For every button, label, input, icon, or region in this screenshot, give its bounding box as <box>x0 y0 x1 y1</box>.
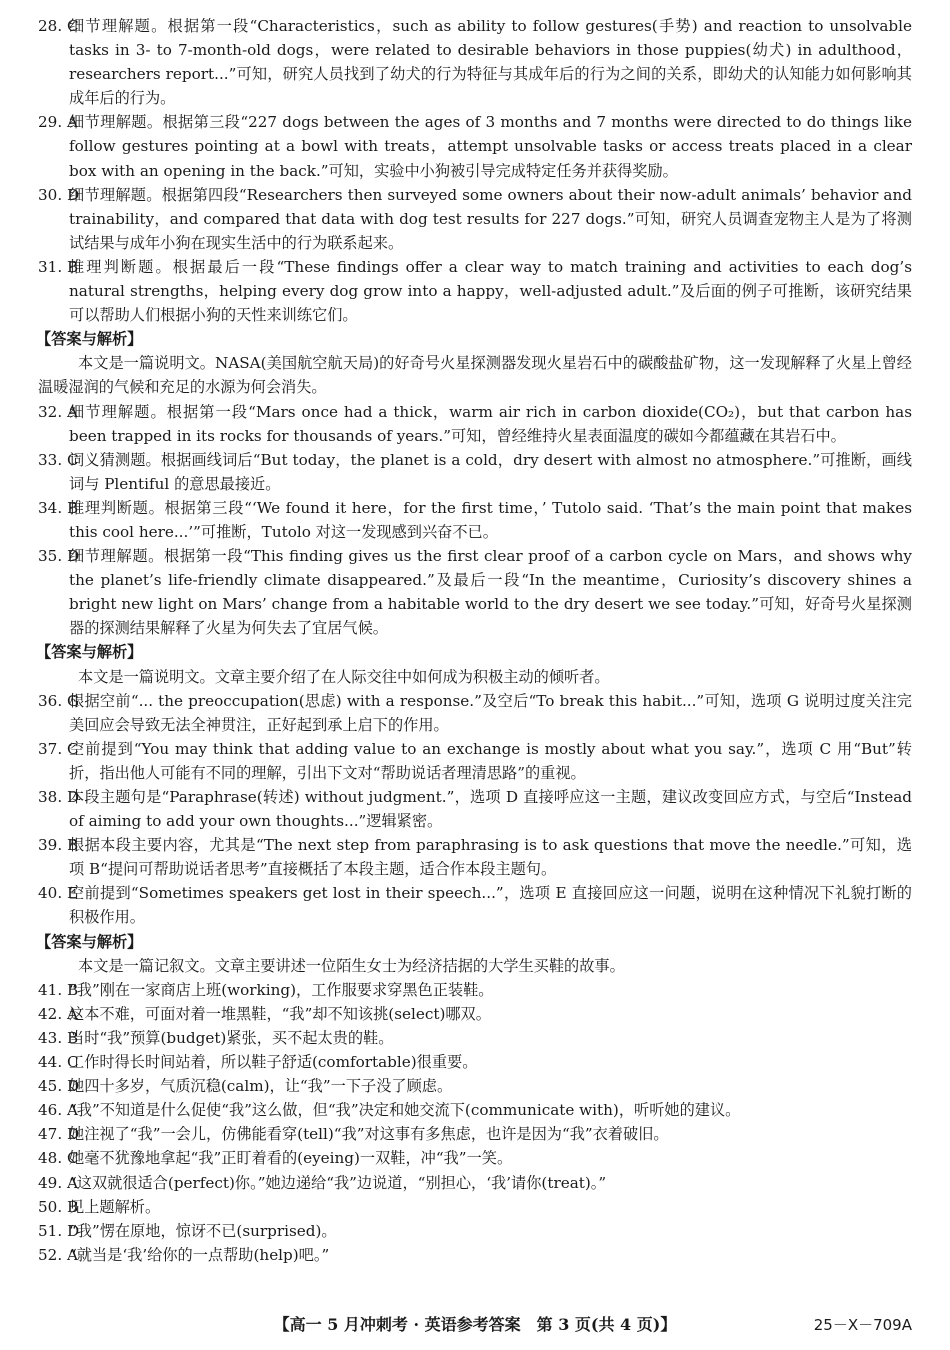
answer-item <box>38 881 912 929</box>
item-explanation: 她注视了“我”一会儿，仿佛能看穿(tell)“我”对这事有多焦虑，也许是因为“我”衣着破旧。 <box>69 1125 669 1144</box>
answer-item <box>38 1171 912 1195</box>
item-explanation: 推理判断题。根据第三段“‘We found it here，for the first time，’ Tutolo said. ‘That’s the main point that makes this cool here...’”可推断，Tutolo 对这一发现感到兴奋不已。 <box>69 498 912 541</box>
answer-item <box>38 183 912 255</box>
answer-item <box>38 14 912 110</box>
item-number: 39. B <box>38 836 79 855</box>
section-heading: 【答案与解析】 <box>36 932 143 951</box>
answer-item <box>38 1002 912 1026</box>
item-number: 34. B <box>38 498 79 517</box>
item-number: 30. D <box>38 185 80 204</box>
item-number: 40. E <box>38 884 79 903</box>
item-number: 36. G <box>38 691 80 710</box>
item-number: 50. B <box>38 1197 79 1216</box>
item-number: 52. A <box>38 1245 78 1264</box>
page-content <box>38 14 912 1267</box>
footer-code: 25－X－709A <box>813 1316 912 1334</box>
answer-item <box>38 496 912 544</box>
answer-item <box>38 833 912 881</box>
item-number: 35. D <box>38 547 80 566</box>
answer-item <box>38 689 912 737</box>
item-explanation: 她四十多岁，气质沉稳(calm)，让“我”一下子没了顾虑。 <box>69 1077 453 1096</box>
item-explanation: 推理判断题。根据最后一段“These findings offer a clear way to match training and activities to each dog’s natural strengths，helping every dog grow into a happy，well-adjusted adult.”及后面的例子可推断，该研究结果可以帮助人们根据小狗的天性来训练它们。 <box>69 257 912 325</box>
item-number: 47. D <box>38 1125 80 1144</box>
item-explanation: 细节理解题。根据第一段“Mars once had a thick，warm air rich in carbon dioxide(CO₂)，but that carbon has been trapped in its rocks for thousands of years.”可知，曾经维持火星表面温度的碳如今都蕴藏在其岩石中。 <box>69 402 912 445</box>
item-explanation: “我”不知道是什么促使“我”这么做，但“我”决定和她交流下(communicate with)，听听她的建议。 <box>69 1101 741 1120</box>
item-explanation: 细节理解题。根据第一段“This finding gives us the first clear proof of a carbon cycle on Mars，and shows why the planet’s life-friendly climate disappeared.”及最后一段“In the meantime，Curiosity’s discovery shines a bright new light on Mars’ change from a habitable world to the dry desert we see today.”可知，好奇号火星探测器的探测结果解释了火星为何失去了宜居气候。 <box>69 547 912 638</box>
answer-item <box>38 400 912 448</box>
answer-item <box>38 737 912 785</box>
answer-item <box>38 255 912 327</box>
item-explanation: 细节理解题。根据第三段“227 dogs between the ages of 3 months and 7 months were directed to do things like follow gestures pointing at a bowl with treats，attempt unsolvable tasks or access treats placed in a clear box with an opening in the back.”可知，实验中小狗被引导完成特定任务并获得奖励。 <box>69 113 912 180</box>
answer-item <box>38 978 912 1002</box>
item-explanation: “这双就很适合(perfect)你。”她边递给“我”边说道，“别担心，‘我’请你(treat)。” <box>69 1173 607 1192</box>
answer-item <box>38 785 912 833</box>
section-intro: 本文是一篇说明文。NASA(美国航空航天局)的好奇号火星探测器发现火星岩石中的碳酸盐矿物，这一发现解释了火星上曾经温暖湿润的气候和充足的水源为何会消失。 <box>38 354 912 397</box>
item-number: 46. A <box>38 1101 78 1120</box>
item-number: 33. C <box>38 450 79 469</box>
item-explanation: “就当是‘我’给你的一点帮助(help)吧。” <box>69 1245 330 1264</box>
item-explanation: 词义猜测题。根据画线词后“But today，the planet is a cold，dry desert with almost no atmosphere.”可推断，画线词与 Plentiful 的意思最接近。 <box>69 450 912 493</box>
item-explanation: 她毫不犹豫地拿起“我”正盯着看的(eyeing)一双鞋，冲“我”一笑。 <box>69 1149 513 1168</box>
section-heading: 【答案与解析】 <box>36 330 143 349</box>
answer-item <box>38 1219 912 1243</box>
answer-item <box>38 1074 912 1098</box>
item-explanation: “我”愣在原地，惊讶不已(surprised)。 <box>69 1221 337 1240</box>
item-explanation: 见上题解析。 <box>69 1197 161 1216</box>
item-number: 31. B <box>38 257 79 276</box>
item-number: 44. C <box>38 1053 79 1072</box>
item-explanation: 这本不难，可面对着一堆黑鞋，“我”却不知该挑(select)哪双。 <box>69 1004 491 1023</box>
section-intro: 本文是一篇记叙文。文章主要讲述一位陌生女士为经济拮据的大学生买鞋的故事。 <box>78 956 625 975</box>
answer-item <box>38 1146 912 1170</box>
answer-item <box>38 1243 912 1267</box>
item-number: 32. A <box>38 402 78 421</box>
section-heading: 【答案与解析】 <box>36 643 143 662</box>
item-explanation: 空前提到“Sometimes speakers get lost in their speech...”，选项 E 直接回应这一问题，说明在这种情况下礼貌打断的积极作用。 <box>69 884 912 927</box>
item-explanation: 本段主题句是“Paraphrase(转述) without judgment.”，选项 D 直接呼应这一主题，建议改变回应方式，与空后“Instead of aiming to add your own thoughts...”逻辑紧密。 <box>69 788 912 831</box>
footer-title: 【高一 5 月冲刺考 · 英语参考答案 第 3 页(共 4 页)】 <box>273 1315 677 1334</box>
section-b-items <box>38 400 912 641</box>
item-number: 43. B <box>38 1028 79 1047</box>
section-a-items <box>38 14 912 327</box>
answer-item <box>38 1026 912 1050</box>
item-explanation: 空前提到“You may think that adding value to an exchange is mostly about what you say.”，选项 C 用“But”转折，指出他人可能有不同的理解，引出下文对“帮助说话者理清思路”的重视。 <box>69 739 912 782</box>
item-explanation: 当时“我”预算(budget)紧张，买不起太贵的鞋。 <box>69 1028 394 1047</box>
item-number: 41. B <box>38 980 79 999</box>
item-number: 29. A <box>38 113 78 132</box>
section-d-items <box>38 978 912 1267</box>
section-c-items <box>38 689 912 930</box>
answer-item <box>38 448 912 496</box>
item-explanation: 工作时得长时间站着，所以鞋子舒适(comfortable)很重要。 <box>69 1053 478 1072</box>
item-number: 42. A <box>38 1004 78 1023</box>
answer-item <box>38 110 912 182</box>
answer-item <box>38 1050 912 1074</box>
answer-item <box>38 1098 912 1122</box>
page-footer <box>0 1310 950 1340</box>
item-explanation: 细节理解题。根据第一段“Characteristics，such as ability to follow gestures(手势) and reaction to unsolvable tasks in 3- to 7-month-old dogs，were related to desirable behaviors in those puppies(幼犬) in adulthood，researchers report...”可知，研究人员找到了幼犬的行为特征与其成年后的行为之间的关系，即幼犬的认知能力如何影响其成年后的行为。 <box>69 17 912 108</box>
item-number: 38. D <box>38 788 80 806</box>
item-number: 48. C <box>38 1149 79 1168</box>
item-number: 45. D <box>38 1077 80 1096</box>
answer-item <box>38 544 912 640</box>
answer-item <box>38 1122 912 1146</box>
item-explanation: 根据空前“... the preoccupation(思虑) with a response.”及空后“To break this habit...”可知，选项 G 说明过度关注完美回应会导致无法全神贯注，正好起到承上启下的作用。 <box>69 691 912 734</box>
section-intro: 本文是一篇说明文。文章主要介绍了在人际交往中如何成为积极主动的倾听者。 <box>78 667 610 686</box>
item-number: 51. D <box>38 1221 80 1240</box>
item-number: 37. C <box>38 739 79 758</box>
item-number: 49. A <box>38 1173 78 1192</box>
item-explanation: 细节理解题。根据第四段“Researchers then surveyed some owners about their now-adult animals’ behavior and trainability，and compared that data with dog test results for 227 dogs.”可知，研究人员调查宠物主人是为了将测试结果与成年小狗在现实生活中的行为联系起来。 <box>69 185 912 252</box>
item-number: 28. C <box>38 17 79 35</box>
item-explanation: “我”刚在一家商店上班(working)，工作服要求穿黑色正装鞋。 <box>69 980 494 999</box>
item-explanation: 根据本段主要内容，尤其是“The next step from paraphrasing is to ask questions that move the needle.”可知，选项 B“提问可帮助说话者思考”直接概括了本段主题，适合作本段主题句。 <box>69 836 912 879</box>
answer-item <box>38 1195 912 1219</box>
